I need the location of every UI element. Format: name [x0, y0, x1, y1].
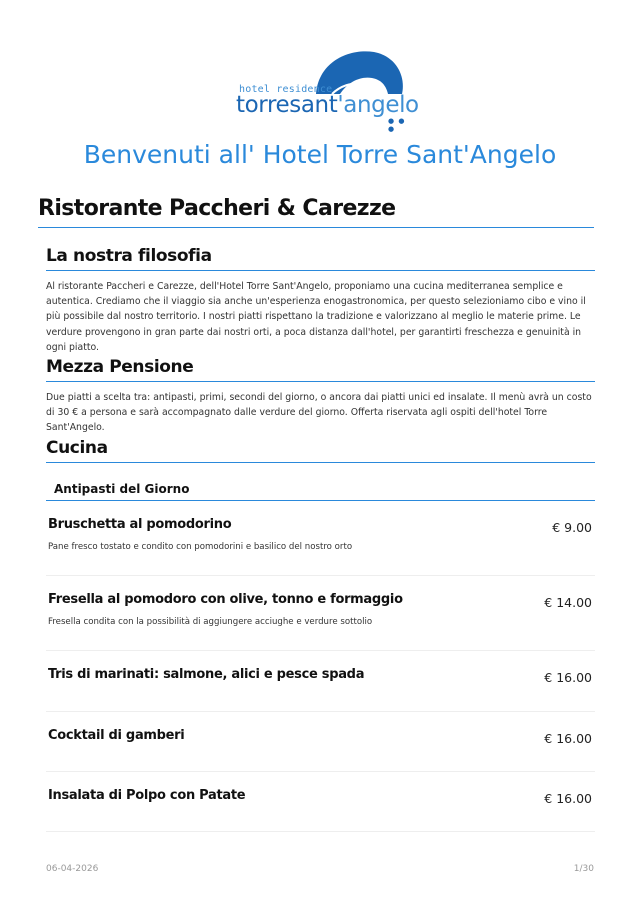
philosophy-title: La nostra filosofia — [46, 246, 595, 271]
footer-date: 06-04-2026 — [46, 864, 99, 874]
menu-item-name: Cocktail di gamberi — [48, 728, 185, 743]
menu-item-price: € 16.00 — [544, 670, 592, 685]
logo-wordmark-light: 'angelo — [337, 92, 419, 118]
menu-item-desc: Pane fresco tostato e condito con pomodorini e basilico del nostro orto — [48, 542, 353, 552]
menu-item-name: Insalata di Polpo con Patate — [48, 788, 246, 803]
menu-item — [46, 712, 595, 772]
half-board-text: Due piatti a scelta tra: antipasti, primi, secondi del giorno, o ancora dai piatti unici ed insalate. Il menù avrà un costo di 30 € a persona e sarà accompagnato dalle verdure del giorno. Offerta riservata agli ospiti dell'hotel Torre Sant'Angelo. — [46, 392, 592, 434]
kitchen-section — [46, 438, 595, 463]
half-board-title: Mezza Pensione — [46, 357, 595, 382]
menu-list — [46, 510, 595, 832]
footer-page-number: 1/30 — [573, 864, 594, 874]
half-board-section — [46, 357, 595, 436]
philosophy-section — [46, 246, 595, 355]
menu-item-name: Tris di marinati: salmone, alici e pesce spada — [48, 667, 365, 682]
menu-item-price: € 16.00 — [544, 791, 592, 806]
menu-item-price: € 16.00 — [544, 731, 592, 746]
category-title: Antipasti del Giorno — [46, 482, 595, 501]
philosophy-text: Al ristorante Paccheri e Carezze, dell'Hotel Torre Sant'Angelo, proponiamo una cucina mediterranea semplice e autentica. Crediamo che il viaggio sia anche un'esperienza enogastronomica, per questo selezioniamo cibo e vino il più possibile dal nostro territorio. I nostri piatti rispettano la tradizione e valorizzano al meglio le materie prime. Le verdure provengono in gran parte dai nostri orti, a poca distanza dall'hotel, per garantirti freschezza e genuinità in ogni piatto. — [46, 281, 586, 353]
menu-item-desc: Fresella condita con la possibilità di aggiungere acciughe e verdure sottolio — [48, 617, 373, 627]
menu-item-price: € 14.00 — [544, 595, 592, 610]
logo-wordmark — [236, 92, 419, 118]
logo-dots: ● ● ● — [388, 117, 406, 133]
hotel-logo — [236, 46, 419, 133]
kitchen-title: Cucina — [46, 438, 595, 463]
logo-tagline: hotel residence — [239, 84, 333, 95]
menu-item — [46, 576, 595, 651]
menu-item-price: € 9.00 — [552, 520, 592, 535]
restaurant-title: Ristorante Paccheri & Carezze — [38, 196, 594, 228]
menu-item-name: Bruschetta al pomodorino — [48, 517, 232, 532]
menu-item — [46, 510, 595, 576]
menu-item — [46, 772, 595, 832]
logo-wordmark-dark: torresant — [236, 92, 338, 118]
menu-item — [46, 651, 595, 712]
menu-item-name: Fresella al pomodoro con olive, tonno e formaggio — [48, 592, 403, 607]
welcome-heading: Benvenuti all' Hotel Torre Sant'Angelo — [83, 140, 557, 169]
